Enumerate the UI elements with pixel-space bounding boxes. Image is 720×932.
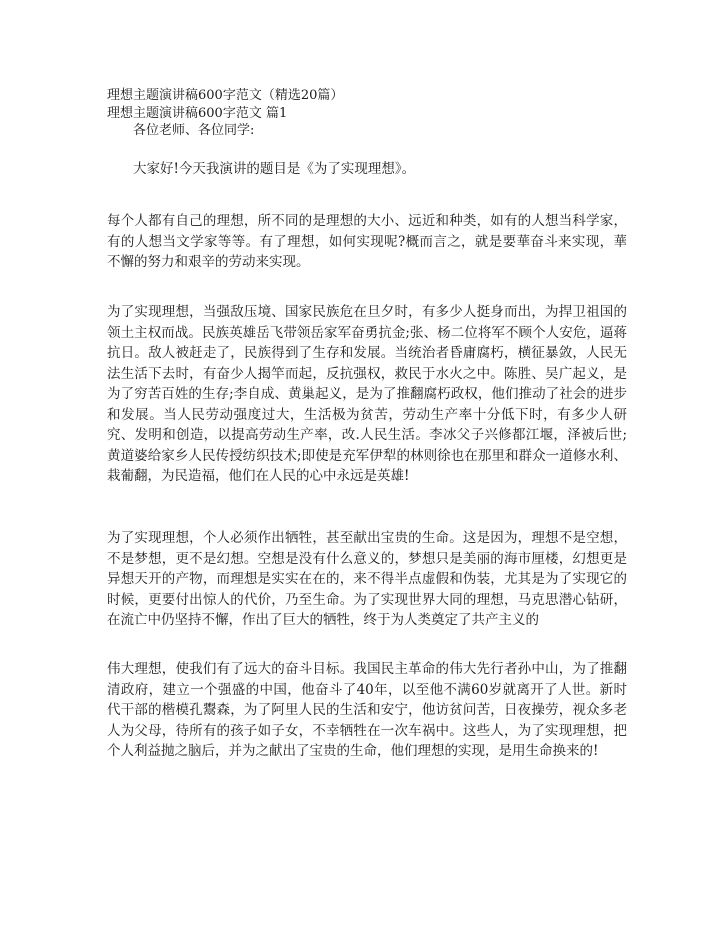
salutation: 各位老师、各位同学:: [133, 123, 255, 138]
opening-line: 大家好!今天我演讲的题目是《为了实现理想》。: [133, 161, 416, 177]
paragraph-4: 伟大理想，使我们有了远大的奋斗目标。我国民主革命的伟大先行者孙中山，为了推翻清政府，建立一个强盛的中国，他奋斗了40年，以至他不满60岁就离开了人世。新时代干部的楷模孔鬻森，为了阿里人民的生活和安宁，他访贫问苦，日夜操劳，视众多老人为父母，待所有的孩子如子女，不幸牺牲在一次车祸中。这些人，为了实现理想，把个人利益抛之脑后，并为之献出了宝贵的生命，他们理想的实现，是用生命换来的!: [107, 661, 627, 759]
paragraph-3: 为了实现理想，个人必须作出牺牲，甚至献出宝贵的生命。这是因为，理想不是空想，不是梦想，更不是幻想。空想是没有什么意义的，梦想只是美丽的海市厘楼，幻想更是异想天开的产物，而理想是实实在在的，来不得半点虚假和伪装，尤其是为了实现它的时候，更要付出惊人的代价，乃至生命。为了实现世界大同的理想，马克思潜心钻研，在流亡中仍坚持不懈，作出了巨大的牺牲，终于为人类奠定了共产主义的: [107, 530, 627, 628]
document-title: 理想主题演讲稿600字范文（精选20篇）: [107, 88, 344, 103]
paragraph-2: 为了实现理想，当强敌压境、国家民族危在旦夕时，有多少人挺身而出，为捍卫祖国的领土主权而战。民族英雄岳飞带领岳家军奋勇抗金;张、杨二位将军不顾个人安危，逼蒋抗日。敌人被赶走了，民族得到了生存和发展。当统治者昏庸腐朽，横征暴敛，人民无法生活下去时，有奋少人揭竿而起，反抗强权，救民于水火之中。陈胜、吴广起义，是为了穷苦百姓的生存;李自成、黄巢起义，是为了推翻腐朽政权，他们推动了社会的进步和发展。当人民劳动强度过大，生活极为贫苦，劳动生产率十分低下时，有多少人研究、发明和创造，以提高劳动生产率，改.人民生活。李冰父子兴修都江堰，泽被后世;黄道婆给家乡人民传授纺织技术;即使是充军伊犁的林则徐也在那里和群众一道修水利、栽葡翻，为民造福，他们在人民的心中永远是英雄!: [107, 304, 627, 484]
paragraph-1: 每个人都有自己的理想，所不同的是理想的大小、远近和种类，如有的人想当科学家，有的人想当文学家等等。有了理想，如何实现呢?概而言之，就是要華奋斗来实现，華不懈的努力和艰辛的劳动来实现。: [107, 213, 627, 270]
document-subtitle: 理想主题演讲稿600字范文 篇1: [107, 106, 288, 121]
